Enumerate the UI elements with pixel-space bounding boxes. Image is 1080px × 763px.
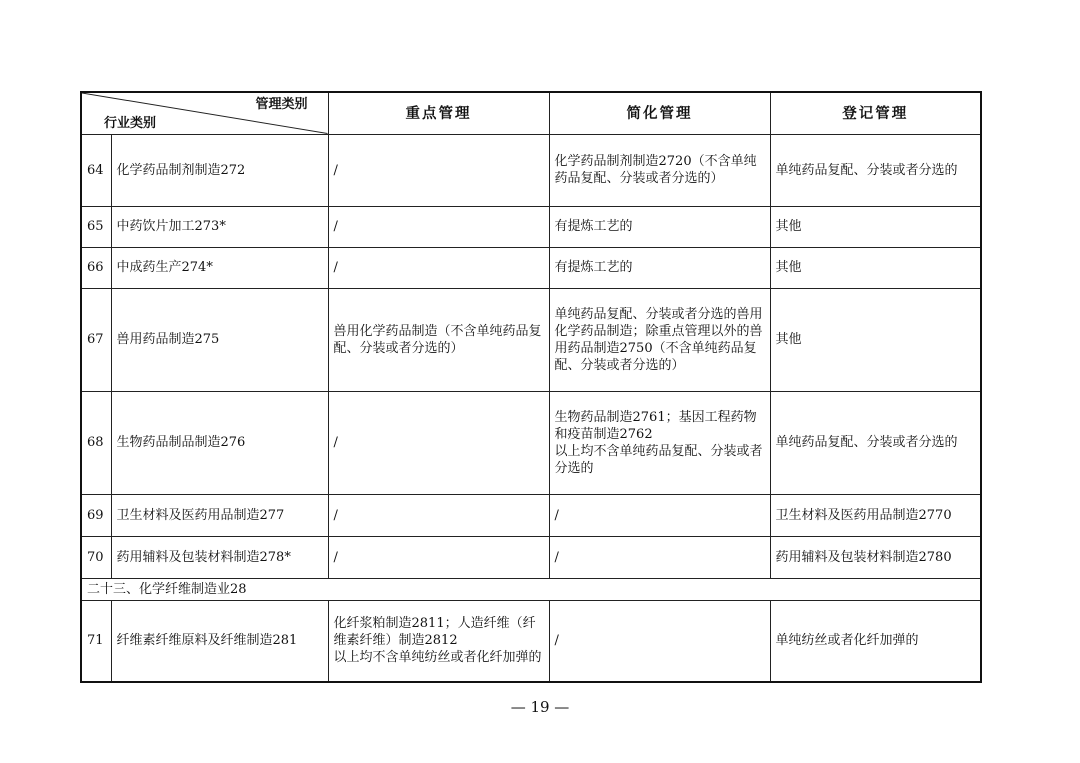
registration-management-cell: 卫生材料及医药用品制造2770 [770,494,981,536]
simplified-management-cell: 化学药品制剂制造2720（不含单纯药品复配、分装或者分选的） [549,134,770,206]
simplified-line-2: 以上均不含单纯药品复配、分装或者分选的 [554,443,763,476]
registration-management-cell: 其他 [770,206,981,247]
simplified-management-cell: / [549,494,770,536]
row-number: 67 [81,288,111,391]
section-heading: 二十三、化学纤维制造业28 [81,578,981,600]
section-row [81,578,981,600]
key-management-cell: / [328,536,549,578]
industry-cell: 中药饮片加工273* [111,206,328,247]
key-management-cell: / [328,247,549,288]
simplified-management-cell: / [549,536,770,578]
row-number: 66 [81,247,111,288]
key-management-cell: / [328,391,549,494]
table-row [81,206,981,247]
header-key-management: 重点管理 [328,92,549,134]
key-management-cell: / [328,206,549,247]
row-number: 68 [81,391,111,494]
industry-cell: 兽用药品制造275 [111,288,328,391]
row-number: 65 [81,206,111,247]
table-row [81,134,981,206]
simplified-line-1: 生物药品制造2761；基因工程药物和疫苗制造2762 [554,409,757,442]
industry-classification-table [80,91,982,683]
key-management-cell [328,600,549,682]
industry-cell: 化学药品制剂制造272 [111,134,328,206]
registration-management-cell: 其他 [770,288,981,391]
row-number: 71 [81,600,111,682]
key-line-1: 化纤浆粕制造2811；人造纤维（纤维素纤维）制造2812 [333,616,536,649]
table-row [81,536,981,578]
key-management-cell: / [328,494,549,536]
key-management-cell: / [328,134,549,206]
header-simplified-management: 简化管理 [549,92,770,134]
registration-management-cell: 单纯药品复配、分装或者分选的 [770,134,981,206]
table-row [81,288,981,391]
industry-cell: 生物药品制品制造276 [111,391,328,494]
table-header-row [81,92,981,134]
simplified-management-cell [549,391,770,494]
simplified-management-cell: 有提炼工艺的 [549,247,770,288]
industry-category-label: 行业类别 [104,115,157,131]
industry-cell: 纤维素纤维原料及纤维制造281 [111,600,328,682]
table-row [81,600,981,682]
simplified-management-cell: 单纯药品复配、分装或者分选的兽用化学药品制造；除重点管理以外的兽用药品制造2750（不含单纯药品复配、分装或者分选的） [549,288,770,391]
row-number: 64 [81,134,111,206]
row-number: 70 [81,536,111,578]
registration-management-cell: 单纯药品复配、分装或者分选的 [770,391,981,494]
header-registration-management: 登记管理 [770,92,981,134]
industry-cell: 卫生材料及医药用品制造277 [111,494,328,536]
simplified-management-cell: 有提炼工艺的 [549,206,770,247]
page-number: — 19 — [510,698,570,716]
row-number: 69 [81,494,111,536]
diagonal-header-cell [81,92,328,134]
industry-cell: 中成药生产274* [111,247,328,288]
registration-management-cell: 药用辅料及包装材料制造2780 [770,536,981,578]
management-category-label: 管理类别 [255,97,308,112]
table-row [81,391,981,494]
registration-management-cell: 其他 [770,247,981,288]
table-row [81,494,981,536]
key-management-cell: 兽用化学药品制造（不含单纯药品复配、分装或者分选的） [328,288,549,391]
table-row [81,247,981,288]
simplified-management-cell: / [549,600,770,682]
industry-cell: 药用辅料及包装材料制造278* [111,536,328,578]
key-line-2: 以上均不含单纯纺丝或者化纤加弹的 [333,650,542,666]
registration-management-cell: 单纯纺丝或者化纤加弹的 [770,600,981,682]
